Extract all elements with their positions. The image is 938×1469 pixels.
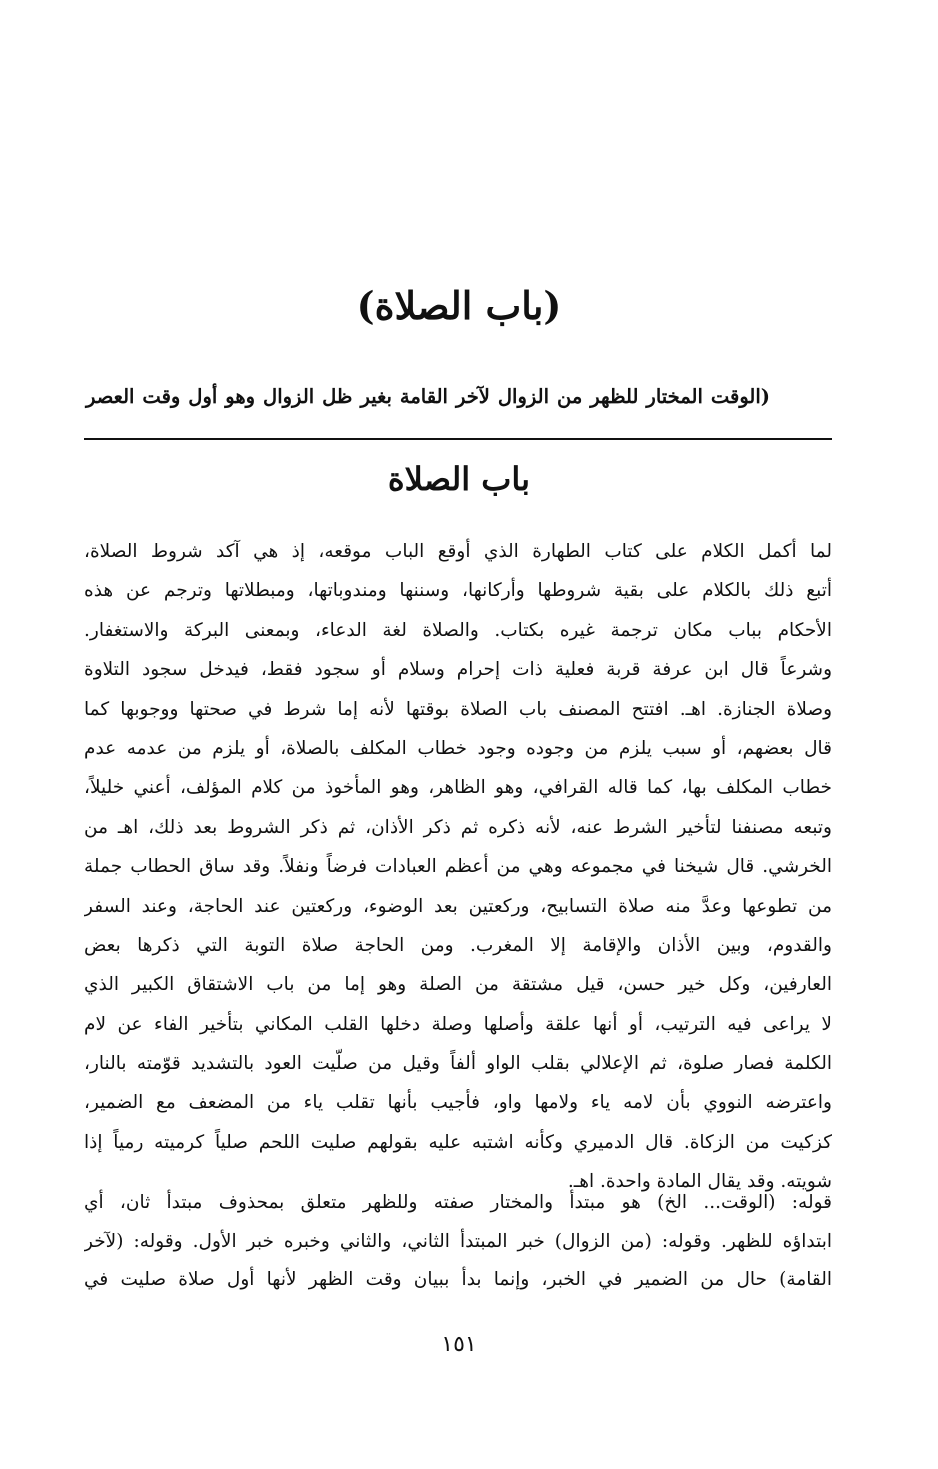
- body-line: لما أكمل الكلام على كتاب الطهارة الذي أوقع الباب موقعه، إذ هي آكد شروط الصلاة،: [84, 541, 832, 562]
- commentary-line: القامة) حال من الضمير في الخبر، وإنما بدأ ببيان وقت الظهر لأنها أول صلاة صليت في: [84, 1269, 832, 1290]
- commentary-line: قوله: (الوقت... الخ) هو مبتدأ والمختار صفته وللظهر متعلق بمحذوف مبتدأ ثان، أي: [84, 1192, 832, 1213]
- body-line: شويته. وقد يقال المادة واحدة. اهـ.: [567, 1171, 832, 1193]
- matn-text: (الوقت المختار للظهر من الزوال لآخر القامة بغير ظل الزوال وهو أول وقت العصر: [86, 385, 770, 408]
- section-title: باب الصلاة: [387, 460, 531, 498]
- body-line: كزكيت من الزكاة. قال الدميري وكأنه اشتبه عليه بقولهم صليت اللحم صلياً كرميته رمياً إذا: [84, 1131, 832, 1153]
- page-number: ١٥١: [441, 1332, 477, 1357]
- body-line: والقدوم، وبين الأذان والإقامة إلا المغرب. ومن الحاجة صلاة التوبة التي ذكرها بعض: [84, 934, 832, 956]
- chapter-title: (باب الصلاة): [356, 283, 562, 328]
- body-line: العارفين، وكل خير حسن، قيل مشتقة من الصلة وهو إما من باب الاشتقاق الكبير الذي: [84, 974, 832, 996]
- body-line: واعترضه النووي بأن لامه ياء ولامها واو، فأجيب بأنها تقلب ياء من المضعف مع الضمير،: [84, 1092, 832, 1114]
- body-line: خطاب المكلف بها، كما قاله القرافي، وهو الظاهر، وهو المأخوذ من كلام المؤلف، أعني خليلاً،: [84, 777, 832, 799]
- body-line: لا يراعى فيه الترتيب، أو أنها علقة وأصلها وصلة دخلها القلب المكاني بتأخير الفاء عن لام: [84, 1013, 832, 1035]
- body-line: وشرعاً قال ابن عرفة قربة فعلية ذات إحرام وسلام أو سجود فقط، فيدخل سجود التلاوة: [84, 659, 832, 681]
- commentary-line: ابتداؤه للظهر. وقوله: (من الزوال) خبر المبتدأ الثاني، والثاني وخبره خبر الأول. وقوله: (لآخر: [84, 1230, 832, 1252]
- body-line: وتبعه مصنفنا لتأخير الشرط عنه، لأنه ذكره ثم ذكر الأذان، ثم ذكر الشروط بعد ذلك، اهـ من: [84, 816, 832, 838]
- divider-line: [84, 438, 832, 440]
- body-line: الكلمة فصار صلوة، ثم الإعلالي بقلب الواو ألفاً وقيل من صلّيت العود بالتشديد قوّمته بالنار،: [84, 1053, 832, 1075]
- commentary-body: [84, 532, 832, 1202]
- body-line: وصلاة الجنازة. اهـ. افتتح المصنف باب الصلاة بوقتها لأنه إما شرط في صحتها ووجوبها كما: [84, 698, 832, 720]
- footnote-commentary: [84, 1184, 832, 1300]
- body-line: الأحكام بباب مكان ترجمة غيره بكتاب. والصلاة لغة الدعاء، وبمعنى البركة والاستغفار.: [84, 619, 832, 641]
- body-line: الخرشي. قال شيخنا في مجموعه وهي من أعظم العبادات فرضاً ونفلاً. وقد ساق الحطاب جملة: [84, 856, 832, 878]
- body-line: أتبع ذلك بالكلام على بقية شروطها وأركانها، وسننها ومندوباتها، ومبطلاتها وترجم عن هذه: [84, 580, 832, 602]
- body-line: قال بعضهم، أو سبب يلزم من وجوده وجود خطاب المكلف بالصلاة، أو يلزم من عدمه عدم: [84, 737, 832, 759]
- body-line: من تطوعها وعدَّ منه صلاة التسابيح، وركعتين بعد الوضوء، وركعتين عند الحاجة، وعند السفر: [84, 895, 832, 917]
